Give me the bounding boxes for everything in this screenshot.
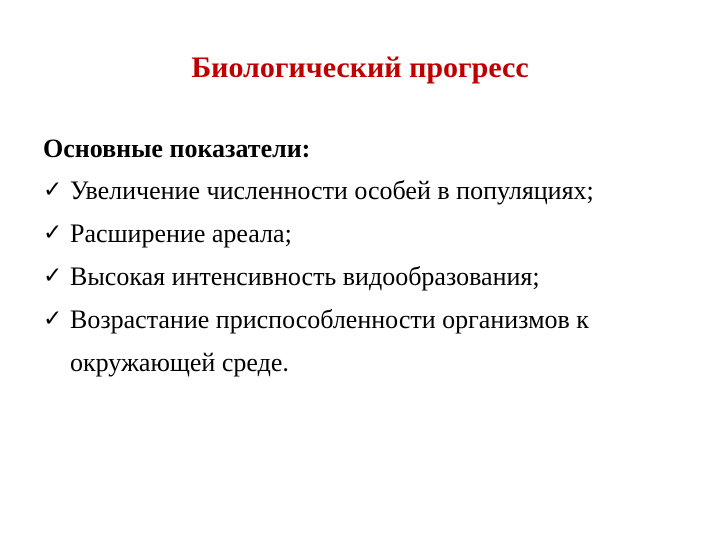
list-item bbox=[43, 298, 703, 384]
checkmark-icon: ✓ bbox=[43, 220, 63, 246]
slide-title: Биологический прогресс bbox=[191, 51, 529, 84]
checkmark-icon: ✓ bbox=[43, 263, 63, 289]
list-item-text: Высокая интенсивность видообразования; bbox=[70, 262, 540, 291]
list-item-text: Увеличение численности особей в популяциях; bbox=[70, 176, 594, 205]
list-item-text: Расширение ареала; bbox=[70, 219, 292, 248]
list-item bbox=[43, 255, 703, 298]
list-item bbox=[43, 169, 703, 212]
indicator-list bbox=[43, 169, 703, 384]
checkmark-icon: ✓ bbox=[43, 177, 63, 203]
checkmark-icon: ✓ bbox=[43, 306, 63, 332]
subheading: Основные показатели: bbox=[43, 134, 311, 163]
list-item-text: Возрастание приспособленности организмов к окружающей среде. bbox=[70, 305, 589, 377]
slide-content bbox=[43, 129, 703, 384]
list-item bbox=[43, 212, 703, 255]
